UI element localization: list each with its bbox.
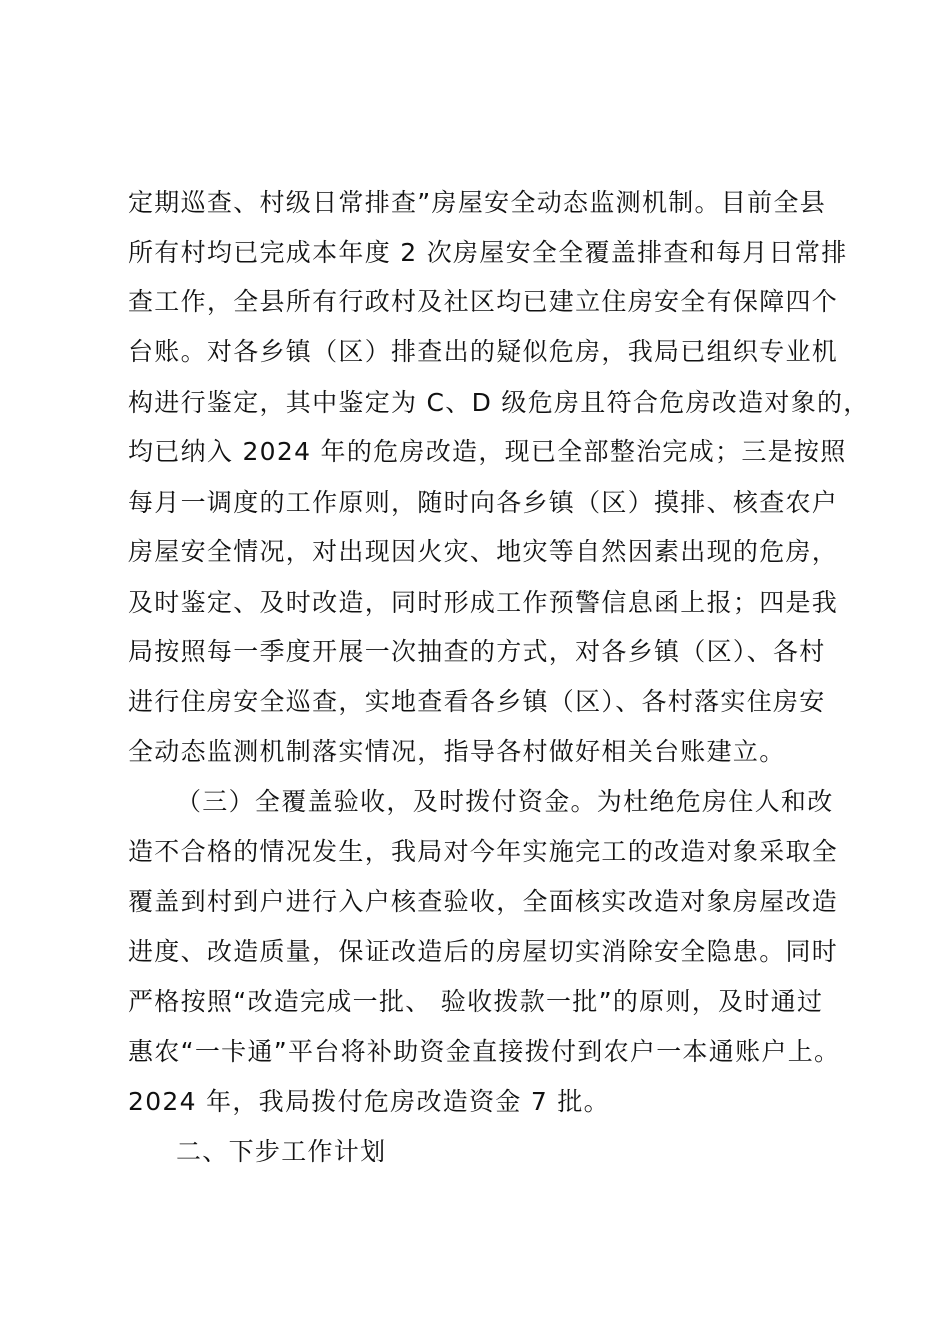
- body-line: 所有村均已完成本年度 2 次房屋安全全覆盖排查和每月日常排: [128, 238, 848, 267]
- section-heading-paragraph: （三）全覆盖验收，及时拨付资金。为杜绝危房住人和改: [176, 787, 834, 816]
- body-line: 覆盖到村到户进行入户核查验收，全面核实改造对象房屋改造: [128, 887, 839, 916]
- body-line: 及时鉴定、及时改造，同时形成工作预警信息函上报；四是我: [128, 588, 839, 617]
- body-line: 台账。对各乡镇（区）排查出的疑似危房，我局已组织专业机: [128, 337, 839, 366]
- body-line: 造不合格的情况发生，我局对今年实施完工的改造对象采取全: [128, 837, 839, 866]
- body-line: 2024 年，我局拨付危房改造资金 7 批。: [128, 1087, 610, 1116]
- section-heading: 二、下步工作计划: [176, 1137, 387, 1166]
- body-line: 定期巡查、村级日常排查”房屋安全动态监测机制。目前全县: [128, 188, 827, 217]
- body-line: 构进行鉴定，其中鉴定为 C、D 级危房且符合危房改造对象的，: [128, 388, 870, 417]
- body-line: 局按照每一季度开展一次抽查的方式，对各乡镇（区）、各村: [128, 637, 826, 666]
- body-line: 每月一调度的工作原则，随时向各乡镇（区）摸排、核查农户: [128, 488, 839, 517]
- body-line: 进度、改造质量，保证改造后的房屋切实消除安全隐患。同时: [128, 937, 839, 966]
- body-line: 严格按照“改造完成一批、 验收拨款一批”的原则，及时通过: [128, 987, 824, 1016]
- body-line: 房屋安全情况，对出现因火灾、地灾等自然因素出现的危房，: [128, 537, 839, 566]
- body-line: 进行住房安全巡查，实地查看各乡镇（区）、各村落实住房安: [128, 687, 826, 716]
- body-line: 全动态监测机制落实情况，指导各村做好相关台账建立。: [128, 737, 786, 766]
- body-line: 查工作，全县所有行政村及社区均已建立住房安全有保障四个: [128, 287, 839, 316]
- body-line: 均已纳入 2024 年的危房改造，现已全部整治完成；三是按照: [128, 437, 847, 466]
- body-line: 惠农“一卡通”平台将补助资金直接拨付到农户一本通账户上。: [128, 1037, 841, 1066]
